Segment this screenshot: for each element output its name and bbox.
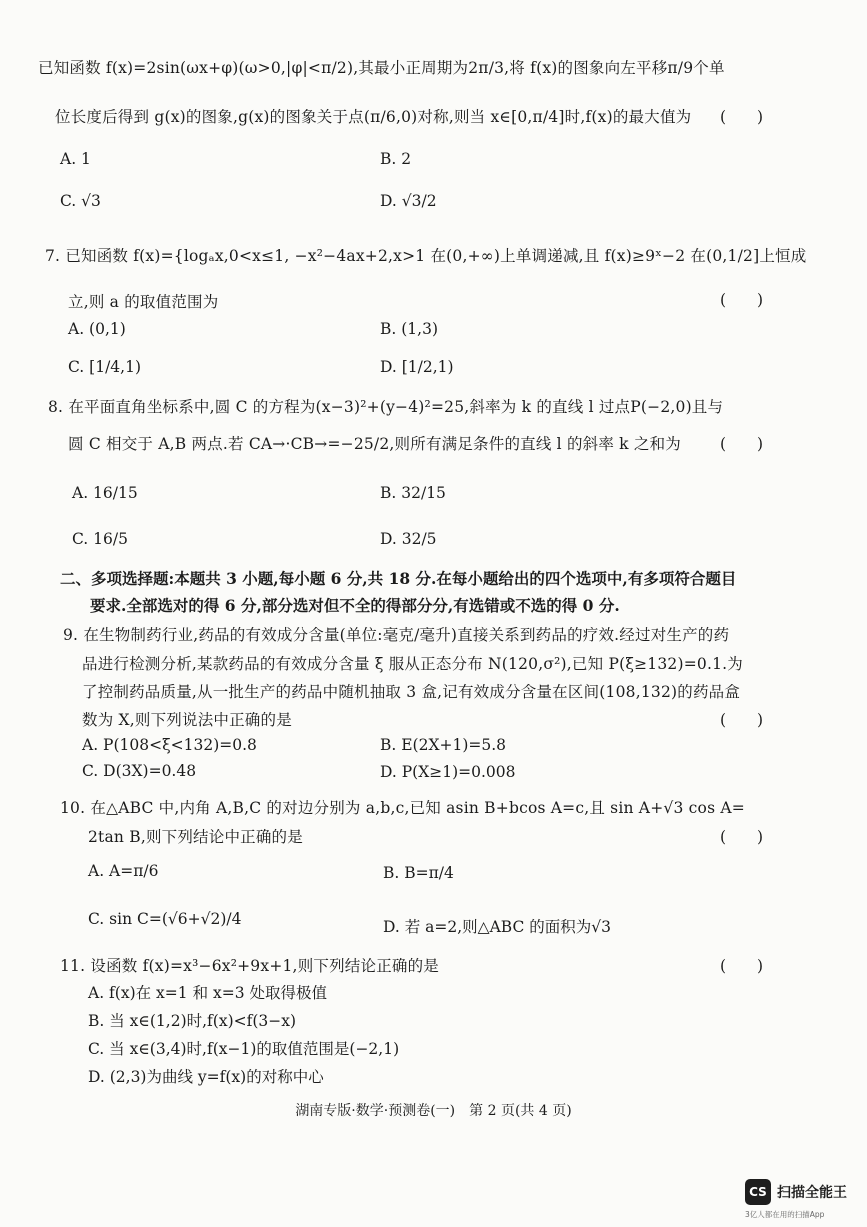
- camscanner-logo-icon: CS: [745, 1179, 771, 1205]
- scanner-watermark: [745, 1179, 855, 1219]
- q11-answer-paren: ( ): [720, 957, 764, 975]
- q10-option-d: D. 若 a=2,则△ABC 的面积为√3: [383, 918, 611, 936]
- q7-line-2: 立,则 a 的取值范围为: [68, 293, 219, 311]
- q9-line-4: 数为 X,则下列说法中正确的是: [82, 711, 292, 729]
- q9-option-b: B. E(2X+1)=5.8: [380, 736, 507, 754]
- section-2-heading: 二、多项选择题:本题共 3 小题,每小题 6 分,共 18 分.在每小题给出的四个选项中,有多项符合题目: [60, 569, 737, 588]
- q7-option-b: B. (1,3): [380, 320, 438, 338]
- q9-answer-paren: ( ): [720, 711, 764, 729]
- q9-line-1: 9. 在生物制药行业,药品的有效成分含量(单位:毫克/毫升)直接关系到药品的疗效.经过对生产的药: [63, 626, 730, 644]
- q10-answer-paren: ( ): [720, 828, 764, 846]
- q8-option-b: B. 32/15: [380, 484, 446, 502]
- q7-option-c: C. [1/4,1): [68, 358, 141, 376]
- q9-option-c: C. D(3X)=0.48: [82, 762, 197, 780]
- q10-option-a: A. A=π/6: [88, 862, 159, 880]
- page-footer: 湖南专版·数学·预测卷(一) 第 2 页(共 4 页): [295, 1103, 572, 1119]
- q7-option-d: D. [1/2,1): [380, 358, 454, 376]
- q6-option-a: A. 1: [60, 150, 91, 168]
- q7-line-1: 7. 已知函数 f(x)={logₐx,0<x≤1, −x²−4ax+2,x>1 在(0,+∞)上单调递减,且 f(x)≥9ˣ−2 在(0,1/2]上恒成: [45, 247, 807, 265]
- q6-answer-paren: ( ): [720, 108, 764, 126]
- q6-line-2: 位长度后得到 g(x)的图象,g(x)的图象关于点(π/6,0)对称,则当 x∈[0,π/4]时,f(x)的最大值为: [55, 108, 692, 126]
- q6-option-d: D. √3/2: [380, 192, 437, 210]
- q11-line-1: 11. 设函数 f(x)=x³−6x²+9x+1,则下列结论正确的是: [60, 957, 439, 975]
- q7-option-a: A. (0,1): [68, 320, 126, 338]
- q6-option-c: C. √3: [60, 192, 101, 210]
- q11-option-c: C. 当 x∈(3,4)时,f(x−1)的取值范围是(−2,1): [88, 1040, 400, 1058]
- q11-option-b: B. 当 x∈(1,2)时,f(x)<f(3−x): [88, 1012, 297, 1030]
- q11-option-a: A. f(x)在 x=1 和 x=3 处取得极值: [88, 984, 328, 1002]
- q8-line-1: 8. 在平面直角坐标系中,圆 C 的方程为(x−3)²+(y−4)²=25,斜率为 k 的直线 l 过点P(−2,0)且与: [48, 398, 724, 416]
- q8-option-d: D. 32/5: [380, 530, 437, 548]
- watermark-app-name: 扫描全能王: [777, 1185, 847, 1201]
- q11-option-d: D. (2,3)为曲线 y=f(x)的对称中心: [88, 1068, 324, 1086]
- section-2-instructions: 要求.全部选对的得 6 分,部分选对但不全的得部分分,有选错或不选的得 0 分.: [90, 596, 620, 615]
- q9-line-2: 品进行检测分析,某款药品的有效成分含量 ξ 服从正态分布 N(120,σ²),已知 P(ξ≥132)=0.1.为: [82, 655, 743, 673]
- watermark-tagline: 3亿人都在用的扫描App: [745, 1210, 825, 1219]
- q8-option-c: C. 16/5: [72, 530, 128, 548]
- q10-line-2: 2tan B,则下列结论中正确的是: [88, 828, 303, 846]
- q9-option-a: A. P(108<ξ<132)=0.8: [82, 736, 257, 754]
- q9-line-3: 了控制药品质量,从一批生产的药品中随机抽取 3 盒,记有效成分含量在区间(108,132)的药品盒: [82, 683, 741, 701]
- q10-option-b: B. B=π/4: [383, 864, 454, 882]
- q10-line-1: 10. 在△ABC 中,内角 A,B,C 的对边分别为 a,b,c,已知 asin B+bcos A=c,且 sin A+√3 cos A=: [60, 799, 745, 817]
- q9-option-d: D. P(X≥1)=0.008: [380, 763, 516, 781]
- q8-answer-paren: ( ): [720, 435, 764, 453]
- q8-option-a: A. 16/15: [72, 484, 138, 502]
- q8-line-2: 圆 C 相交于 A,B 两点.若 CA→·CB→=−25/2,则所有满足条件的直线 l 的斜率 k 之和为: [68, 435, 682, 453]
- q6-line-1: 已知函数 f(x)=2sin(ωx+φ)(ω>0,|φ|<π/2),其最小正周期为2π/3,将 f(x)的图象向左平移π/9个单: [38, 59, 725, 77]
- q7-answer-paren: ( ): [720, 291, 764, 309]
- q10-option-c: C. sin C=(√6+√2)/4: [88, 910, 242, 928]
- q6-option-b: B. 2: [380, 150, 412, 168]
